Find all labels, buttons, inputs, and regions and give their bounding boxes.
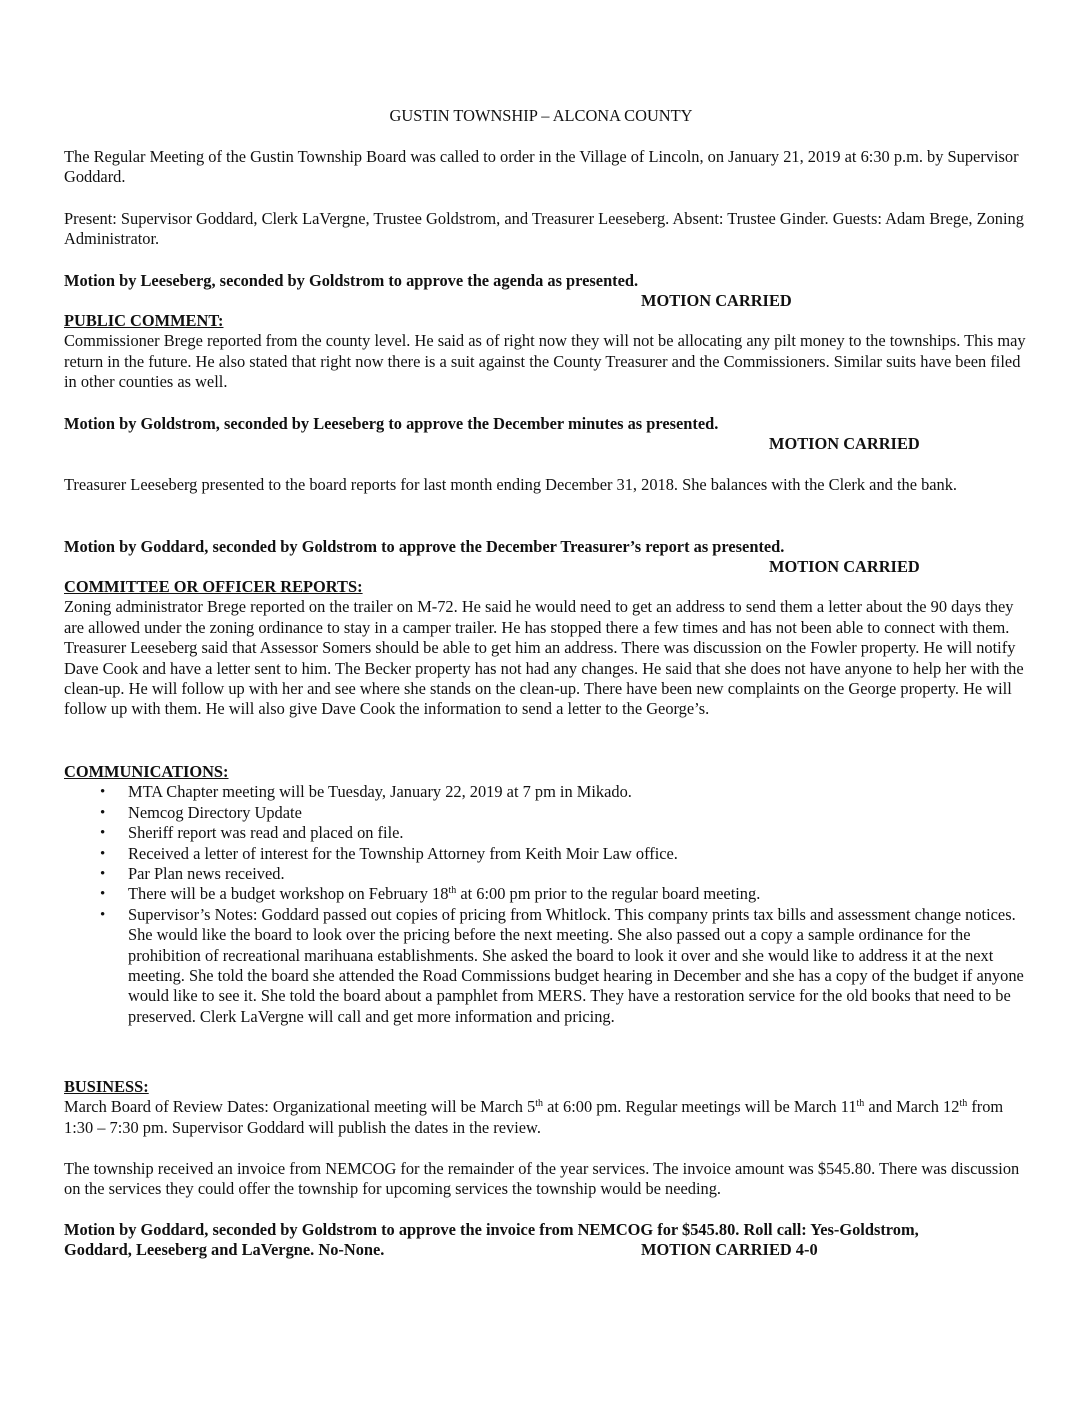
communications-heading: COMMUNICATIONS: [64, 762, 229, 781]
committee-reports-heading: COMMITTEE OR OFFICER REPORTS: [64, 577, 363, 596]
bullet-icon: • [100, 825, 106, 842]
supervisor-notes-text: Supervisor’s Notes: Goddard passed out copies of pricing from Whitlock. This company prints tax bills and assessment change notices. She would like the board to look over the pricing before the next meeting. She also passed out a copy a sample ordinance for the prohibition of recreational marihuana establishments. She asked the board to look it over and she would like to address it at the next meeting. She told the board she attended the Road Commissions budget hearing in December and she has a copy of the budget if anyone would like to see it. She told the board about a pamphlet from MERS. They have a restoration service for the old books that need to be preserved. Clerk LaVergne will call and get more information and pricing. [128, 904, 1024, 1026]
agenda-motion: Motion by Leeseberg, seconded by Goldstrom to approve the agenda as presented. [64, 271, 639, 290]
list-item: • Nemcog Directory Update [100, 802, 302, 822]
committee-reports-section [64, 577, 1028, 720]
list-item [64, 905, 1028, 1027]
list-item: • Sheriff report was read and placed on file. [100, 823, 404, 843]
communications-list [64, 782, 1028, 1027]
agenda-motion-result: MOTION CARRIED [641, 291, 792, 310]
bullet-icon: • [100, 866, 106, 883]
list-item: • MTA Chapter meeting will be Tuesday, January 22, 2019 at 7 pm in Mikado. [100, 782, 632, 802]
committee-reports-text: Zoning administrator Brege reported on the trailer on M-72. He said he would need to get an address to send them a letter about the 90 days they are allowed under the zoning ordinance to stay in a camper trailer. He has stopped there a few times and has not been able to connect with them. Treasurer Leeseberg said that Assessor Somers should be able to get him an address. There was discussion on the Fowler property. He will notify Dave Cook and have a letter sent to him. The Becker property has not had any changes. He said that she does not have anyone to help her with the clean-up. He will follow up with her and see where she stands on the clean-up. There have been new complaints on the George property. He will follow up with them. He will also give Dave Cook the information to send a letter to the George’s. [64, 597, 1024, 719]
invoice-motion-line-2: Goddard, Leeseberg and LaVergne. No-None. [64, 1240, 385, 1259]
public-comment-heading: PUBLIC COMMENT: [64, 311, 224, 330]
minutes-motion-result: MOTION CARRIED [769, 434, 920, 453]
attendance-paragraph: Present: Supervisor Goddard, Clerk LaVergne, Trustee Goldstrom, and Treasurer Leeseberg. Absent: Trustee Ginder. Guests: Adam Brege, Zoning Administrator. [64, 209, 1024, 249]
treasurer-report-paragraph: Treasurer Leeseberg presented to the board reports for last month ending December 31, 2018. She balances with the Clerk and the bank. [64, 475, 958, 494]
board-of-review-paragraph: March Board of Review Dates: Organizational meeting will be March 5th at 6:00 pm. Regular meetings will be March 11th and March 12th from 1:30 – 7:30 pm. Supervisor Goddard will publish the dates in the review. [64, 1097, 1004, 1137]
bullet-icon: • [100, 804, 106, 821]
treasurer-report-motion: Motion by Goddard, seconded by Goldstrom to approve the December Treasurer’s report as presented. [64, 537, 785, 556]
bullet-icon: • [100, 906, 106, 923]
public-comment-text: Commissioner Brege reported from the county level. He said as of right now they will not be allocating any pilt money to the townships. This may return in the future. He also stated that right now there is a suit against the County Treasurer and the Commissioners. Similar suits have been filed in other counties as well. [64, 331, 1026, 392]
public-comment-section [64, 311, 1028, 393]
invoice-paragraph: The township received an invoice from NEMCOG for the remainder of the year services. The invoice amount was $545.80. There was discussion on the services they could offer the township for upcoming services the township would be needing. [64, 1159, 1020, 1199]
list-item: • Received a letter of interest for the Township Attorney from Keith Moir Law office. [100, 843, 678, 863]
invoice-motion-line-1: Motion by Goddard, seconded by Goldstrom to approve the invoice from NEMCOG for $545.80. Roll call: Yes-Goldstrom, [64, 1220, 919, 1239]
bullet-icon: • [100, 886, 106, 903]
bullet-icon: • [100, 784, 106, 801]
list-item: • Par Plan news received. [100, 864, 285, 884]
list-item: • There will be a budget workshop on February 18th at 6:00 pm prior to the regular board meeting. [100, 884, 761, 904]
bullet-icon: • [100, 845, 106, 862]
minutes-motion: Motion by Goldstrom, seconded by Leeseberg to approve the December minutes as presented. [64, 414, 719, 433]
business-heading: BUSINESS: [64, 1077, 149, 1096]
intro-paragraph: The Regular Meeting of the Gustin Township Board was called to order in the Village of Lincoln, on January 21, 2019 at 6:30 p.m. by Supervisor Goddard. [64, 147, 1019, 187]
invoice-motion-result: MOTION CARRIED 4-0 [641, 1240, 818, 1259]
communications-section [64, 762, 1028, 1027]
business-section [64, 1077, 1028, 1138]
treasurer-report-motion-result: MOTION CARRIED [769, 557, 920, 576]
document-title: GUSTIN TOWNSHIP – ALCONA COUNTY [389, 106, 693, 125]
